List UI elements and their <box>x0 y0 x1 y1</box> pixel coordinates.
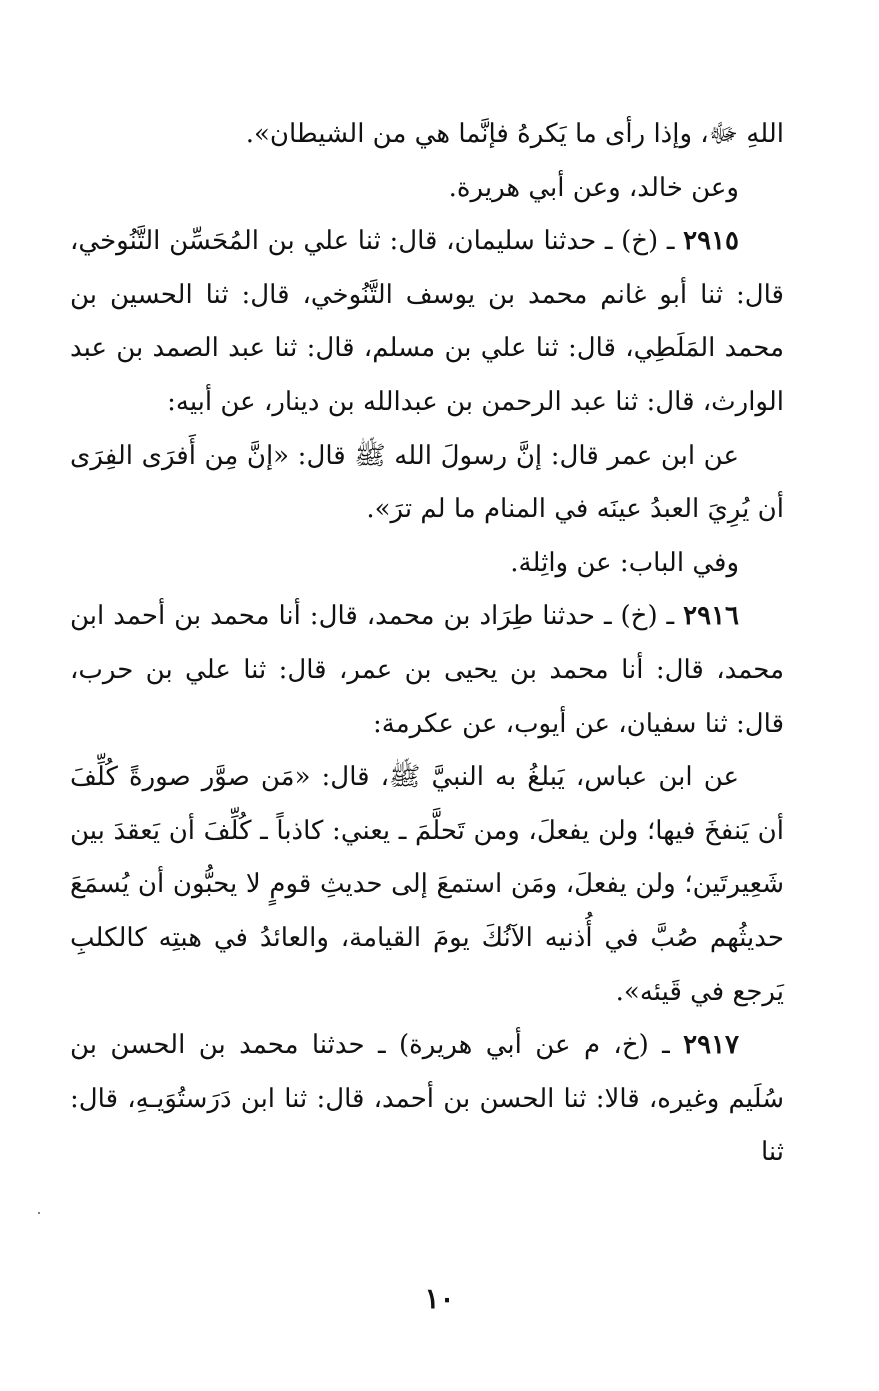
paragraph-text: ـ (خ) ـ حدثنا سليمان، قال: ثنا علي بن المُحَسِّن التَّنُوخي، قال: ثنا أبو غانم محمد بن يوسف التَّنُوخي، قال: ثنا الحسين بن محمد المَلَطِي، قال: ثنا علي بن مسلم، قال: ثنا عبد الصمد بن عبد الوارث، قال: ثنا عبد الرحمن بن عبدالله بن دينار، عن أبيه: <box>70 226 784 417</box>
hadith-2917-isnad <box>70 1019 784 1180</box>
paragraph-text: عن ابن عمر قال: إنَّ رسولَ الله ﷺ قال: «إنَّ مِن أَفرَى الفِرَى أن يُرِيَ العبدُ عينَه في المنام ما لم ترَ». <box>70 440 784 525</box>
paragraph-text: اللهِ ﷻ، وإذا رأى ما يَكرهُ فإنَّما هي من الشيطان». <box>245 119 784 149</box>
paragraph-text: ـ (خ) ـ حدثنا طِرَاد بن محمد، قال: أنا محمد بن أحمد ابن محمد، قال: أنا محمد بن يحيى بن عمر، قال: ثنا علي بن حرب، قال: ثنا سفيان، عن أيوب، عن عكرمة: <box>70 601 784 739</box>
paragraph-attribution <box>70 162 784 216</box>
hadith-number: ٢٩١٦ <box>683 601 739 632</box>
paragraph-text: وعن خالد، وعن أبي هريرة. <box>448 172 739 203</box>
hadith-2915-isnad <box>70 215 784 429</box>
scan-speck <box>38 1212 40 1214</box>
hadith-2916-isnad <box>70 590 784 751</box>
paragraph-text: ـ (خ، م عن أبي هريرة) ـ حدثنا محمد بن الحسن بن سُلَيم وغيره، قالا: ثنا الحسن بن أحمد، قال: ثنا ابن دَرَستُوَيـهِ، قال: ثنا <box>70 1030 784 1168</box>
hadith-2915-matn <box>70 430 784 537</box>
hadith-2916-matn <box>70 751 784 1019</box>
hadith-number: ٢٩١٥ <box>683 226 739 257</box>
paragraph-continuation <box>70 108 784 162</box>
page-body <box>70 108 784 1288</box>
paragraph-text: وفي الباب: عن واثِلة. <box>510 547 739 578</box>
hadith-2915-chapter-note <box>70 537 784 591</box>
page-number: ١٠ <box>424 1282 455 1315</box>
paragraph-text: عن ابن عباس، يَبلغُ به النبيَّ ﷺ، قال: «مَن صوَّر صورةً كُلِّفَ أن يَنفخَ فيها؛ ولن يفعلَ، ومن تَحلَّمَ ـ يعني: كاذباً ـ كُلِّفَ أن يَعقدَ بين شَعِيرتَين؛ ولن يفعلَ، ومَن استمعَ إلى حديثِ قومٍ لا يحبُّون أن يُسمَعَ حديثُهم صُبَّ في أُذنيه الآنُكَ يومَ القيامة، والعائدُ في هبتِه كالكلبِ يَرجع في قَيئه». <box>70 762 784 1007</box>
hadith-number: ٢٩١٧ <box>683 1030 739 1061</box>
